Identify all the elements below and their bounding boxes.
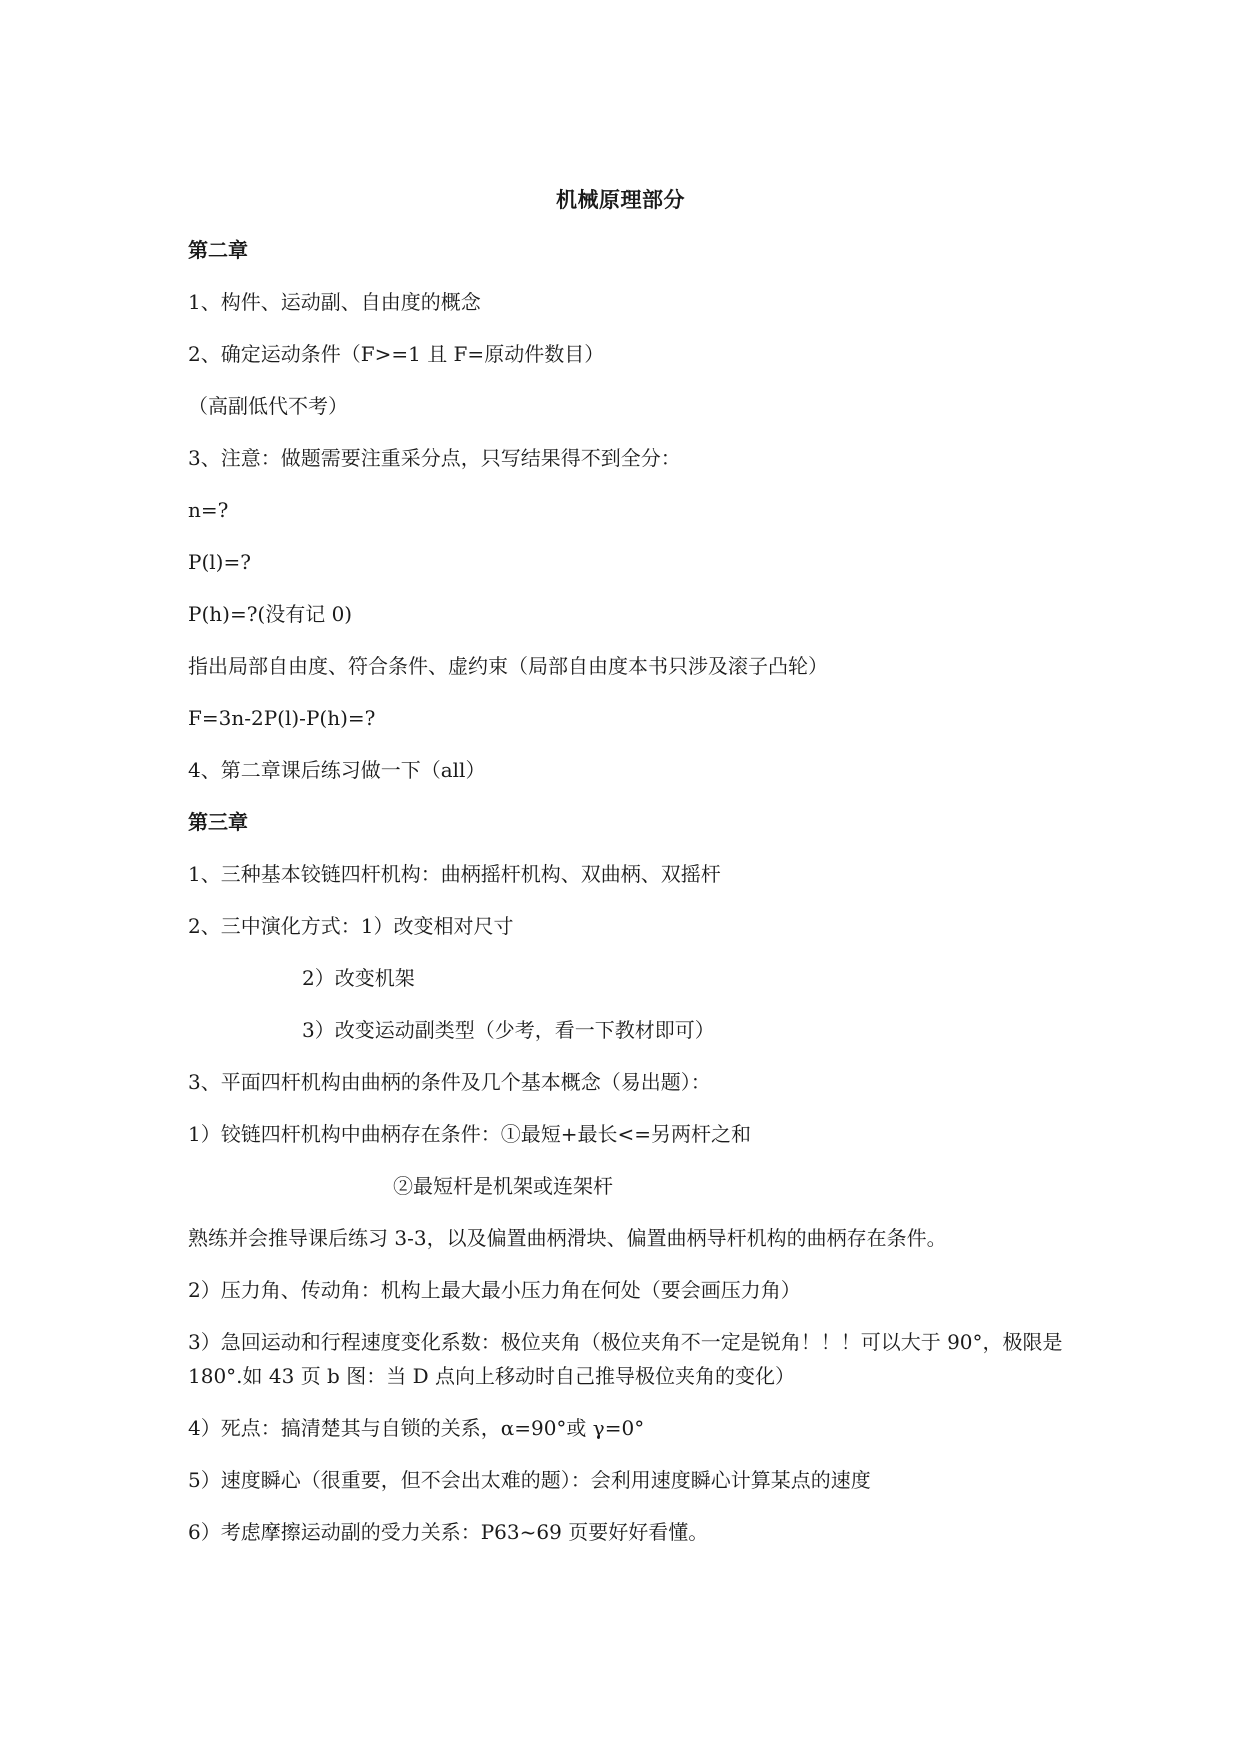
chapter-3-line: 6）考虑摩擦运动副的受力关系：P63~69 页要好好看懂。 (188, 1520, 709, 1544)
chapter-2-line: n=? (188, 498, 229, 522)
chapter-3-heading: 第三章 (188, 810, 248, 834)
chapter-3-subline: ②最短杆是机架或连架杆 (393, 1174, 613, 1198)
chapter-3-line: 3、平面四杆机构由曲柄的条件及几个基本概念（易出题）： (188, 1070, 711, 1094)
chapter-2-line: 2、确定运动条件（F>=1 且 F=原动件数目） (188, 342, 605, 366)
chapter-3-line: 5）速度瞬心（很重要，但不会出太难的题）：会利用速度瞬心计算某点的速度 (188, 1468, 871, 1492)
chapter-3-subline: 3）改变运动副类型（少考，看一下教材即可） (302, 1018, 715, 1042)
document-title: 机械原理部分 (556, 187, 685, 212)
chapter-2-line: 指出局部自由度、符合条件、虚约束（局部自由度本书只涉及滚子凸轮） (188, 654, 828, 678)
chapter-3-line: 2、三中演化方式：1）改变相对尺寸 (188, 914, 514, 938)
chapter-2-heading: 第二章 (188, 238, 248, 262)
chapter-2-line: 4、第二章课后练习做一下（all） (188, 758, 486, 782)
chapter-2-line: P(h)=?(没有记 0) (188, 602, 353, 626)
chapter-3-line: 1）铰链四杆机构中曲柄存在条件：①最短+最长<=另两杆之和 (188, 1122, 751, 1146)
chapter-2-line: 1、构件、运动副、自由度的概念 (188, 290, 481, 314)
chapter-2-line: 3、注意：做题需要注重采分点，只写结果得不到全分： (188, 446, 681, 470)
chapter-2-line: F=3n-2P(l)-P(h)=? (188, 706, 376, 730)
chapter-3-paragraph: 3）急回运动和行程速度变化系数：极位夹角（极位夹角不一定是锐角！！！可以大于 90°，极限是 180°.如 43 页 b 图：当 D 点向上移动时自己推导极位夹角的变化） (188, 1330, 1063, 1388)
chapter-2-line: （高副低代不考） (188, 394, 348, 418)
chapter-2-line: P(l)=? (188, 550, 251, 574)
chapter-3-line: 1、三种基本铰链四杆机构：曲柄摇杆机构、双曲柄、双摇杆 (188, 862, 721, 886)
chapter-3-subline: 2）改变机架 (302, 966, 415, 990)
chapter-3-line: 熟练并会推导课后练习 3-3，以及偏置曲柄滑块、偏置曲柄导杆机构的曲柄存在条件。 (188, 1226, 947, 1250)
chapter-3-line: 2）压力角、传动角：机构上最大最小压力角在何处（要会画压力角） (188, 1278, 801, 1302)
chapter-3-line: 4）死点：搞清楚其与自锁的关系，α=90°或 γ=0° (188, 1416, 645, 1440)
